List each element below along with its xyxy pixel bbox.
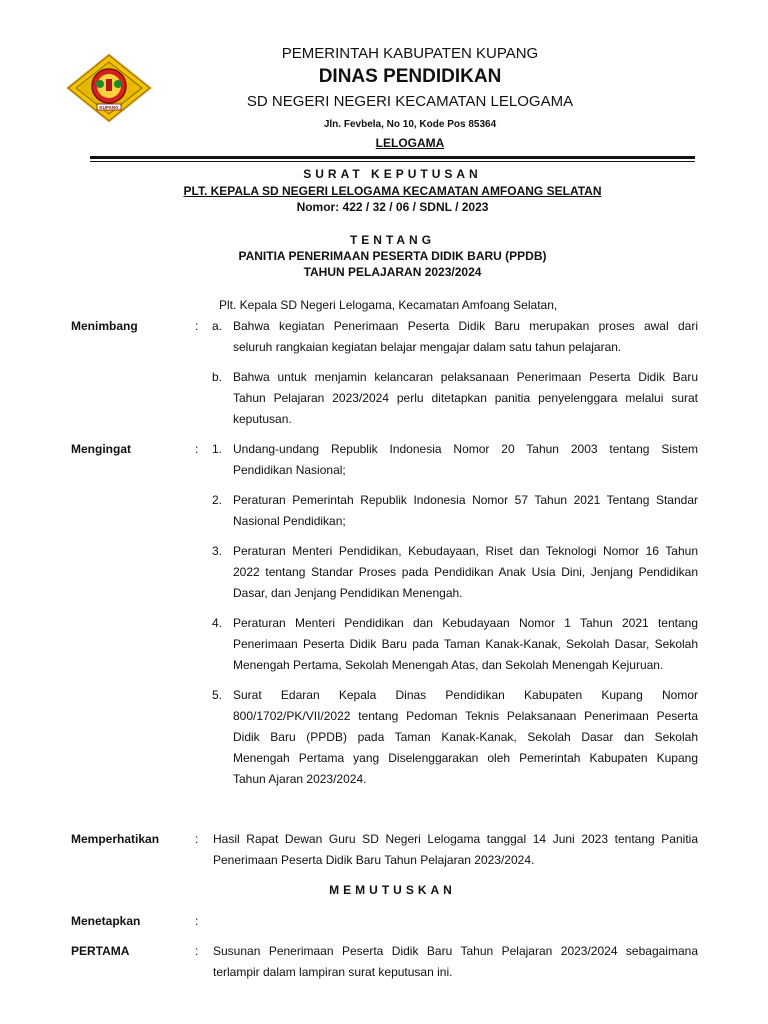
- mengingat-label: Mengingat: [71, 442, 131, 456]
- text-line: Susunan Penerimaan Peserta Didik Baru Tahun Pelajaran 2023/2024 sebagaimana: [213, 944, 698, 958]
- text-line: Peraturan Menteri Pendidikan, Kebudayaan, Riset dan Teknologi Nomor 16 Tahun: [233, 544, 698, 558]
- decree-number: Nomor: 422 / 32 / 06 / SDNL / 2023: [296, 200, 489, 214]
- logo-ribbon-text: KUPANG: [99, 105, 119, 110]
- pertama-colon: :: [195, 944, 199, 958]
- menimbang-item-a: [233, 316, 698, 358]
- text-line: Bahwa untuk menjamin kelancaran pelaksanaan Penerimaan Peserta Didik Baru: [233, 370, 698, 384]
- menimbang-item-a-mark: a.: [212, 319, 223, 333]
- mengingat-item-2-mark: 2.: [212, 493, 223, 507]
- text-line: Surat Edaran Kepala Dinas Pendidikan Kabupaten Kupang Nomor: [233, 688, 698, 702]
- letterhead-divider-thin: [90, 161, 695, 162]
- text-line: terlampir dalam lampiran surat keputusan ini.: [213, 965, 453, 979]
- about-label: TENTANG: [349, 233, 436, 247]
- school-city: LELOGAMA: [375, 136, 445, 150]
- mengingat-item-4: [233, 613, 698, 676]
- decree-title: SURAT KEPUTUSAN: [303, 167, 482, 181]
- mengingat-item-5: [233, 685, 698, 790]
- regency-emblem-logo: [66, 53, 152, 123]
- school-name: SD NEGERI NEGERI KECAMATAN LELOGAMA: [246, 93, 574, 110]
- memperhatikan-colon: :: [195, 832, 199, 846]
- text-line: Dasar, dan Jenjang Pendidikan Menengah.: [233, 586, 463, 600]
- text-line: seluruh rangkaian kegiatan belajar mengajar dalam satu tahun pelajaran.: [233, 340, 622, 354]
- opening-statement: Plt. Kepala SD Negeri Lelogama, Kecamatan Amfoang Selatan,: [219, 298, 558, 312]
- mengingat-item-1-mark: 1.: [212, 442, 223, 456]
- text-line: 2022 tentang Standar Proses pada Pendidikan Anak Usia Dini, Jenjang Pendidikan: [233, 565, 698, 579]
- text-line: Tahun Ajaran 2023/2024.: [233, 772, 367, 786]
- text-line: Penerimaan Peserta Didik Baru Tahun Pelajaran 2023/2024.: [213, 853, 535, 867]
- memperhatikan-text: [213, 829, 698, 871]
- decree-issuer: PLT. KEPALA SD NEGERI LELOGAMA KECAMATAN AMFOANG SELATAN: [183, 184, 602, 198]
- text-line: Peraturan Menteri Pendidikan dan Kebudayaan Nomor 1 Tahun 2021 tentang: [233, 616, 698, 630]
- school-address: Jln. Fevbela, No 10, Kode Pos 85364: [323, 119, 497, 130]
- decision-title: MEMUTUSKAN: [329, 883, 456, 897]
- text-line: 800/1702/PK/VII/2022 tentang Pedoman Teknis Pelaksanaan Penerimaan Peserta: [233, 709, 698, 723]
- pertama-label: PERTAMA: [71, 944, 130, 958]
- text-line: Tahun Pelajaran 2023/2024 perlu ditetapkan panitia penyelenggara melalui surat: [233, 391, 698, 405]
- mengingat-colon: :: [195, 442, 199, 456]
- mengingat-item-1: [233, 439, 698, 481]
- memperhatikan-label: Memperhatikan: [71, 832, 160, 846]
- subject-line-1: PANITIA PENERIMAAN PESERTA DIDIK BARU (PPDB): [238, 249, 547, 263]
- mengingat-item-4-mark: 4.: [212, 616, 223, 630]
- menetapkan-colon: :: [195, 914, 199, 928]
- text-line: Nasional Pendidikan;: [233, 514, 346, 528]
- text-line: Hasil Rapat Dewan Guru SD Negeri Lelogama tanggal 14 Juni 2023 tentang Panitia: [213, 832, 698, 846]
- text-line: Peraturan Pemerintah Republik Indonesia Nomor 57 Tahun 2021 Tentang Standar: [233, 493, 698, 507]
- government-name: PEMERINTAH KABUPATEN KUPANG: [281, 45, 539, 62]
- text-line: Bahwa kegiatan Penerimaan Peserta Didik Baru merupakan proses awal dari: [233, 319, 698, 333]
- text-line: Penerimaan Peserta Didik Baru pada Taman Kanak-Kanak, Sekolah Dasar, Sekolah: [233, 637, 698, 651]
- menimbang-item-b-mark: b.: [212, 370, 223, 384]
- text-line: Didik Baru (PPDB) pada Taman Kanak-Kanak, Sekolah Dasar dan Sekolah: [233, 730, 698, 744]
- text-line: Pendidikan Nasional;: [233, 463, 346, 477]
- menimbang-item-b: [233, 367, 698, 430]
- mengingat-item-5-mark: 5.: [212, 688, 223, 702]
- mengingat-item-2: [233, 490, 698, 532]
- subject-line-2: TAHUN PELAJARAN 2023/2024: [303, 265, 482, 279]
- pertama-text: [213, 941, 698, 983]
- agency-name: DINAS PENDIDIKAN: [318, 66, 502, 87]
- text-line: Menengah Pertama yang Diselenggarakan oleh Pemerintah Kabupaten Kupang: [233, 751, 698, 765]
- mengingat-item-3: [233, 541, 698, 604]
- letterhead: [150, 44, 670, 152]
- menimbang-label: Menimbang: [71, 319, 138, 333]
- text-line: Menengah Pertama, Sekolah Menengah Atas, dan Sekolah Menengah Kejuruan.: [233, 658, 664, 672]
- letterhead-divider-thick: [90, 156, 695, 159]
- mengingat-item-3-mark: 3.: [212, 544, 223, 558]
- text-line: keputusan.: [233, 412, 292, 426]
- menimbang-colon: :: [195, 319, 199, 333]
- text-line: Undang-undang Republik Indonesia Nomor 20 Tahun 2003 tentang Sistem: [233, 442, 698, 456]
- menetapkan-label: Menetapkan: [71, 914, 141, 928]
